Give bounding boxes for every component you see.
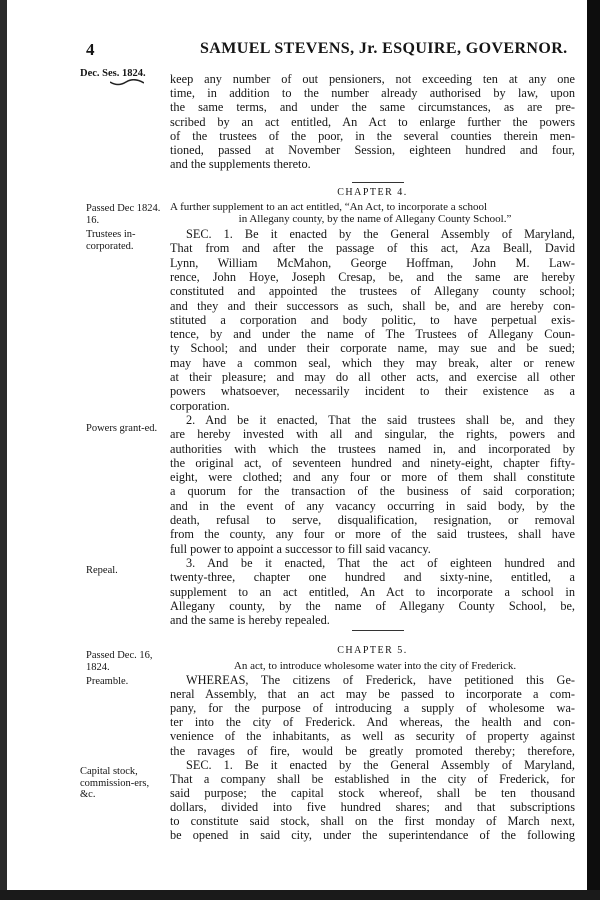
text-line: are hereby invested with all and singular, the rights, powers and: [170, 428, 575, 442]
chapter-4-summary-line: A further supplement to an act entitled, “An Act, to incorporate a school: [170, 201, 488, 213]
text-line: tence, by and under the name of The Trustees of Allegany Coun-: [170, 328, 575, 342]
chapter-5-rule: [352, 630, 404, 631]
text-line: constituted and appointed the trustees of Allegany county school;: [170, 285, 575, 299]
text-line: authorities with which the trustees named in, and incorporated by: [170, 442, 575, 456]
text-line: death, refusal to serve, disqualification, resignation, or removal: [170, 514, 575, 527]
text-line: of the trustees of the poor, in the several counties therein men-: [170, 129, 575, 143]
chapter-5-summary-line: An act, to introduce wholesome water into the city of Frederick.: [233, 660, 517, 672]
text-line: and they and their successors as such, shall be, and are hereby con-: [170, 299, 575, 313]
ornament-squiggle: [110, 79, 144, 87]
text-line: That from and after the passage of this act, Aza Beall, David: [170, 242, 575, 256]
text-line: neral Assembly, that an act may be passed to incorporate a com-: [170, 688, 575, 702]
text-line: the ravages of fire, would be greatly promoted thereby; therefore,: [170, 744, 575, 758]
text-line: stituted a corporation and body politic, to have perpetual exis-: [170, 313, 575, 327]
text-line: the same terms, and under the same circumstances, as are pre-: [170, 101, 575, 115]
chapter-5-heading: CHAPTER 5.: [337, 645, 408, 656]
text-line: may have a common seal, which they may break, alter or renew: [170, 356, 575, 370]
text-line: powers whatsoever, necessarily incident to their existence as a: [170, 385, 575, 399]
text-line: ter into the city of Frederick. And whereas, the health and con-: [170, 716, 575, 730]
margin-note-preamble: Preamble.: [86, 676, 129, 687]
text-line: and the same is hereby repealed.: [170, 614, 330, 628]
text-line: Lynn, William McMahon, George Hoffman, John M. Law-: [170, 256, 575, 270]
text-line: Allegany county, by the name of Allegany County School, be,: [170, 599, 575, 613]
text-line: be opened in said city, under the superintendance of the following: [170, 829, 575, 843]
text-line: full power to appoint a successor to fill said vacancy.: [170, 542, 431, 556]
text-line: eight, were clothed; and any four or more of them shall constitute: [170, 471, 575, 485]
text-line: twenty-three, chapter one hundred and sixty-nine, entitled, a: [170, 571, 575, 585]
text-line: corporation.: [170, 399, 230, 413]
margin-note-passed-ch4: Passed Dec 1824. 16.: [86, 203, 161, 226]
chapter-4-rule: [352, 182, 404, 183]
text-line: to constitute said stock, shall on the first monday of March next,: [170, 815, 575, 828]
page-number: 4: [86, 40, 95, 59]
text-line: That a company shall be established in the city of Frederick, for: [170, 772, 575, 786]
margin-note-repeal: Repeal.: [86, 565, 118, 576]
page-header: [86, 40, 586, 62]
text-line: WHEREAS, The citizens of Frederick, have petitioned this Ge-: [186, 674, 575, 687]
margin-note-passed-ch5: Passed Dec. 16, 1824.: [86, 650, 153, 673]
text-line: supplement to an act entitled, An Act to incorporate a school in: [170, 585, 575, 599]
text-line: dollars, divided into five hundred shares; and that subscriptions: [170, 800, 575, 814]
text-line: scribed by an act entitled, An Act to enlarge further the powers: [170, 115, 575, 129]
text-line: 2. And be it enacted, That the said trustees shall be, and they: [186, 413, 575, 427]
margin-note-powers: Powers grant-ed.: [86, 423, 158, 434]
margin-note-session: Dec. Ses. 1824.: [80, 68, 146, 79]
text-line: keep any number of out pensioners, not exceeding ten at any one: [170, 73, 575, 86]
margin-note-trustees: Trustees in-corporated.: [86, 229, 136, 252]
running-head: SAMUEL STEVENS, Jr. ESQUIRE, GOVERNOR.: [200, 40, 568, 57]
chapter-4-summary-line: in Allegany county, by the name of Allegany County School.”: [238, 213, 512, 225]
text-line: tioned, passed at November Session, eighteen hundred and four,: [170, 144, 575, 157]
text-line: from the county, any four or more of the said trustees, shall have: [170, 528, 575, 542]
text-line: at their pleasure; and may do all other acts, and exercise all other: [170, 371, 575, 384]
text-line: ty School; and under their corporate name, may sue and be sued;: [170, 342, 575, 356]
chapter-4-heading: CHAPTER 4.: [337, 187, 408, 198]
text-line: 3. And be it enacted, That the act of eighteen hundred and: [186, 556, 575, 570]
text-line: time, in addition to the number already authorised by law, upon: [170, 87, 575, 101]
margin-note-capital: Capital stock, commission-ers, &c.: [80, 766, 150, 800]
scan-border-bottom: [0, 890, 600, 900]
text-line: a quorum for the transaction of the business of said corporation;: [170, 485, 575, 499]
text-line: venience of the inhabitants, as well as security of property against: [170, 730, 575, 744]
text-line: the original act, of seventeen hundred and ninety-eight, chapter fifty-: [170, 456, 575, 470]
text-line: said purpose; the capital stock whereof, shall be ten thousand: [170, 786, 575, 800]
text-line: SEC. 1. Be it enacted by the General Assembly of Maryland,: [186, 228, 575, 241]
text-line: SEC. 1. Be it enacted by the General Assembly of Maryland,: [186, 758, 575, 772]
text-line: and in the event of any vacancy occurring in said body, by the: [170, 499, 575, 513]
text-line: rence, John Hoye, Joseph Cresap, be, and the same are hereby: [170, 270, 575, 284]
text-line: pany, for the purpose of introducing a supply of wholesome wa-: [170, 702, 575, 716]
text-line: and the supplements thereto.: [170, 158, 311, 172]
